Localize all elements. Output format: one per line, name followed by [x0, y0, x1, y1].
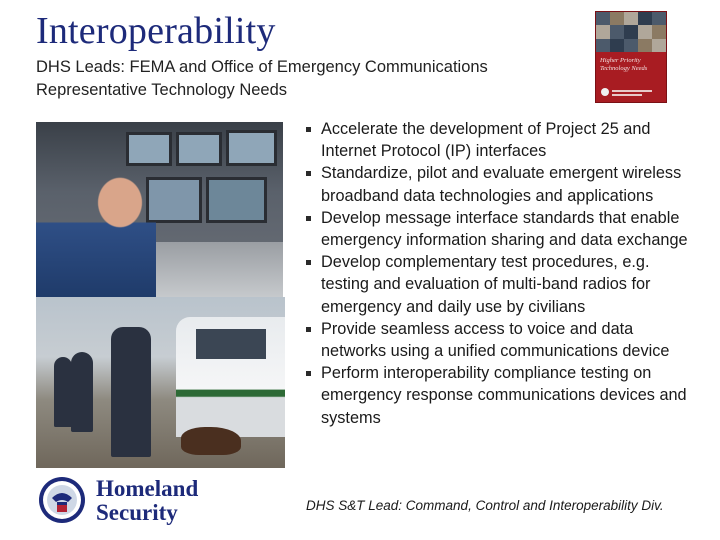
slide-title: Interoperability: [36, 10, 276, 52]
cover-photo-collage: [596, 12, 666, 52]
subtitle-line-1: DHS Leads: FEMA and Office of Emergency Communications: [36, 58, 488, 76]
list-item: Standardize, pilot and evaluate emergent wireless broadband data technologies and applications: [306, 162, 698, 206]
list-item: Develop complementary test procedures, e.g. testing and evaluation of multi-band radios for emergency and daily use by civilians: [306, 251, 698, 318]
lead-note: DHS S&T Lead: Command, Control and Interoperability Div.: [306, 498, 664, 513]
report-cover-thumbnail: [596, 12, 666, 102]
logo-line-1: Homeland: [96, 476, 199, 501]
list-item: Develop message interface standards that enable emergency information sharing and data exchange: [306, 207, 698, 251]
control-room-photo: [36, 122, 283, 297]
technology-needs-list: [306, 118, 698, 429]
cover-title: Higher Priority Technology Needs: [600, 57, 648, 72]
slide-subtitle: [36, 56, 488, 102]
list-item: Accelerate the development of Project 25 and Internet Protocol (IP) interfaces: [306, 118, 698, 162]
cover-seal-icon: [601, 88, 609, 96]
dhs-seal-icon: [38, 476, 86, 524]
logo-line-2: Security: [96, 500, 178, 525]
rescue-team-photo: [36, 297, 285, 468]
list-item: Perform interoperability compliance testing on emergency response communications devices and systems: [306, 362, 698, 429]
list-item: Provide seamless access to voice and data networks using a unified communications device: [306, 318, 698, 362]
homeland-security-logo: [96, 477, 198, 525]
subtitle-line-2: Representative Technology Needs: [36, 81, 288, 99]
